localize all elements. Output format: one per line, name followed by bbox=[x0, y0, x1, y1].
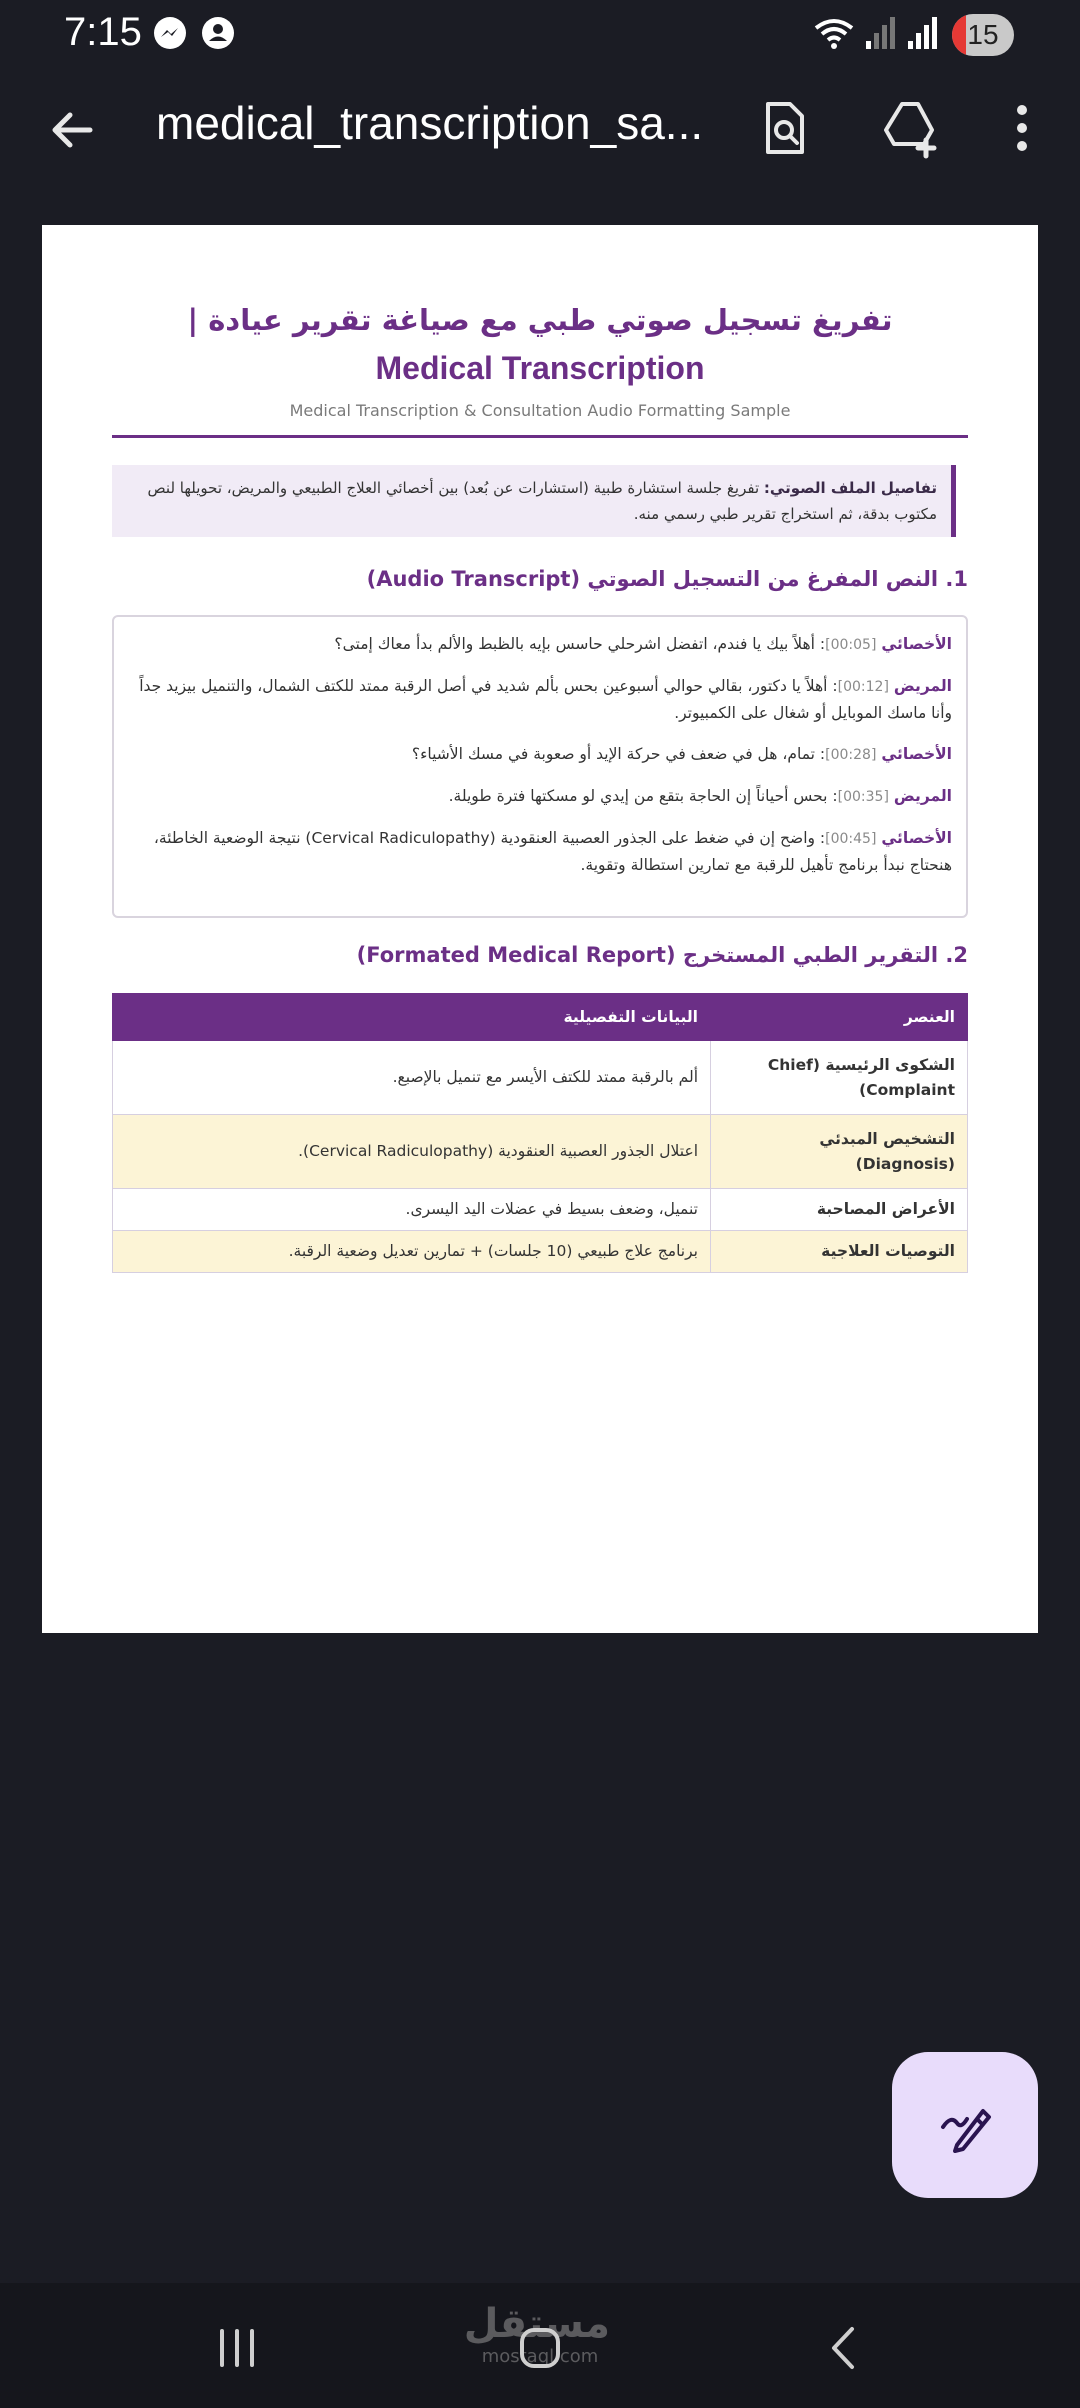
medical-report-table bbox=[112, 993, 968, 1273]
system-navigation-bar bbox=[0, 2283, 1080, 2408]
transcript-line: الأخصائي [00:45]: واضح إن في ضغط على الجذور العصبية العنقودية (Cervical Radiculopathy) نتيجة الوضعية الخاطئة، هنحتاج نبدأ برنامج تأهيل للرقبة مع تمارين استطالة وتقوية. bbox=[153, 829, 952, 874]
signal-icon bbox=[906, 15, 940, 55]
watermark-english: mostaql.com bbox=[481, 2346, 599, 2367]
more-options-button[interactable] bbox=[990, 96, 1054, 160]
speaker-name: الأخصائي bbox=[881, 829, 952, 847]
back-button[interactable] bbox=[40, 98, 104, 162]
speaker-name: المريض bbox=[893, 677, 952, 695]
timestamp: [00:05] bbox=[825, 637, 877, 653]
table-header-row bbox=[113, 994, 968, 1041]
audio-file-details-box bbox=[112, 465, 956, 537]
timestamp: [00:35] bbox=[837, 789, 889, 805]
status-bar bbox=[0, 0, 1080, 70]
messenger-icon bbox=[152, 15, 188, 55]
timestamp: [00:28] bbox=[825, 747, 877, 763]
recent-apps-button[interactable] bbox=[202, 2313, 272, 2383]
recent-apps-icon bbox=[202, 2313, 272, 2383]
transcript-text: تمام، هل في ضعف في حركة الإيد أو صعوبة في مسك الأشياء؟ bbox=[411, 745, 815, 763]
edit-pen-icon bbox=[937, 2097, 993, 2153]
battery-level: 15 bbox=[967, 19, 999, 50]
document-heading-english: Medical Transcription bbox=[375, 350, 705, 386]
speaker-name: الأخصائي bbox=[881, 745, 952, 763]
speaker-name: الأخصائي bbox=[881, 635, 952, 653]
add-to-drive-icon bbox=[880, 96, 944, 160]
row-label: الشكوى الرئيسية (Chief Complaint) bbox=[711, 1041, 968, 1115]
home-button[interactable] bbox=[505, 2313, 575, 2383]
account-circle-icon bbox=[200, 15, 236, 55]
document-search-icon bbox=[752, 96, 816, 160]
back-icon bbox=[808, 2313, 878, 2383]
table-row bbox=[113, 1231, 968, 1273]
section-medical-report-title: 2. التقرير الطبي المستخرج (Formated Medical Report) bbox=[356, 943, 968, 967]
row-value: تنميل، وضعف بسيط في عضلات اليد اليسرى. bbox=[113, 1189, 711, 1231]
find-in-document-button[interactable] bbox=[752, 96, 816, 160]
wifi-icon bbox=[812, 16, 856, 56]
add-to-drive-button[interactable] bbox=[880, 96, 944, 160]
transcript-text: واضح إن في ضغط على الجذور العصبية العنقودية (Cervical Radiculopathy) نتيجة الوضعية الخاطئة، هنحتاج نبدأ برنامج تأهيل للرقبة مع تمارين استطالة وتقوية. bbox=[153, 829, 952, 874]
battery-indicator bbox=[952, 14, 1014, 56]
document-subtitle: Medical Transcription & Consultation Audio Formatting Sample bbox=[289, 401, 791, 420]
table-row bbox=[113, 1041, 968, 1115]
home-icon bbox=[505, 2313, 575, 2383]
transcript-text: أهلاً يا دكتور، بقالي حوالي أسبوعين بحس بألم شديد في أصل الرقبة ممتد للكتف الشمال، والتنميل بيزيد جداً وأنا ماسك الموبايل أو شغال على الكمبيوتر. bbox=[139, 677, 952, 722]
table-row bbox=[113, 1115, 968, 1189]
more-vert-icon bbox=[990, 96, 1054, 160]
edit-fab-button[interactable] bbox=[892, 2052, 1038, 2198]
document-heading-arabic: تفريغ تسجيل صوتي طبي مع صياغة تقرير عيادة | bbox=[187, 303, 893, 337]
row-label: التشخيص المبدئي (Diagnosis) bbox=[711, 1115, 968, 1189]
transcript-box bbox=[112, 615, 968, 918]
timestamp: [00:12] bbox=[837, 679, 889, 695]
nav-back-button[interactable] bbox=[808, 2313, 878, 2383]
document-page[interactable] bbox=[42, 225, 1038, 1633]
signal-weak-icon bbox=[864, 15, 898, 55]
transcript-text: بحس أحياناً إن الحاجة بتقع من إيدي لو مسكتها فترة طويلة. bbox=[448, 787, 828, 805]
row-label: الأعراض المصاحبة bbox=[711, 1189, 968, 1231]
row-value: ألم بالرقبة ممتد للكتف الأيسر مع تنميل بالإصبع. bbox=[113, 1041, 711, 1115]
heading-divider bbox=[112, 435, 968, 438]
transcript-line: الأخصائي [00:28]: تمام، هل في ضعف في حركة الإيد أو صعوبة في مسك الأشياء؟ bbox=[411, 745, 952, 763]
transcript-text: أهلاً بيك يا فندم، اتفضل اشرحلي حاسس بإيه بالظبط والألم بدأ معاك إمتى؟ bbox=[334, 635, 815, 653]
row-label: التوصيات العلاجية bbox=[711, 1231, 968, 1273]
row-value: اعتلال الجذور العصبية العنقودية (Cervical Radiculopathy). bbox=[113, 1115, 711, 1189]
document-title: medical_transcription_sa... bbox=[156, 97, 704, 149]
table-row bbox=[113, 1189, 968, 1231]
back-arrow-icon bbox=[40, 98, 104, 162]
info-box-text: تفريغ جلسة استشارة طبية (استشارات عن بُعد) بين أخصائي العلاج الطبيعي والمريض، تحويلها لنص مكتوب بدقة، ثم استخراج تقرير طبي رسمي منه. bbox=[147, 479, 937, 523]
speaker-name: المريض bbox=[893, 787, 952, 805]
transcript-line: الأخصائي [00:05]: أهلاً بيك يا فندم، اتفضل اشرحلي حاسس بإيه بالظبط والألم بدأ معاك إمتى؟ bbox=[334, 635, 952, 653]
watermark-arabic: مستقل bbox=[463, 2301, 610, 2347]
row-value: برنامج علاج طبيعي (10 جلسات) + تمارين تعديل وضعية الرقبة. bbox=[113, 1231, 711, 1273]
app-bar bbox=[0, 80, 1080, 170]
info-box-label: تفاصيل الملف الصوتي: bbox=[763, 479, 937, 497]
transcript-line: المريض [00:35]: بحس أحياناً إن الحاجة بتقع من إيدي لو مسكتها فترة طويلة. bbox=[448, 787, 952, 805]
timestamp: [00:45] bbox=[825, 831, 877, 847]
status-time: 7:15 bbox=[64, 10, 142, 54]
column-header-details: البيانات التفصيلية bbox=[113, 994, 711, 1041]
column-header-element: العنصر bbox=[711, 994, 968, 1041]
transcript-line: المريض [00:12]: أهلاً يا دكتور، بقالي حوالي أسبوعين بحس بألم شديد في أصل الرقبة ممتد للكتف الشمال، والتنميل بيزيد جداً وأنا ماسك الموبايل أو شغال على الكمبيوتر. bbox=[139, 677, 952, 722]
section-audio-transcript-title: 1. النص المفرغ من التسجيل الصوتي (Audio Transcript) bbox=[366, 567, 968, 591]
